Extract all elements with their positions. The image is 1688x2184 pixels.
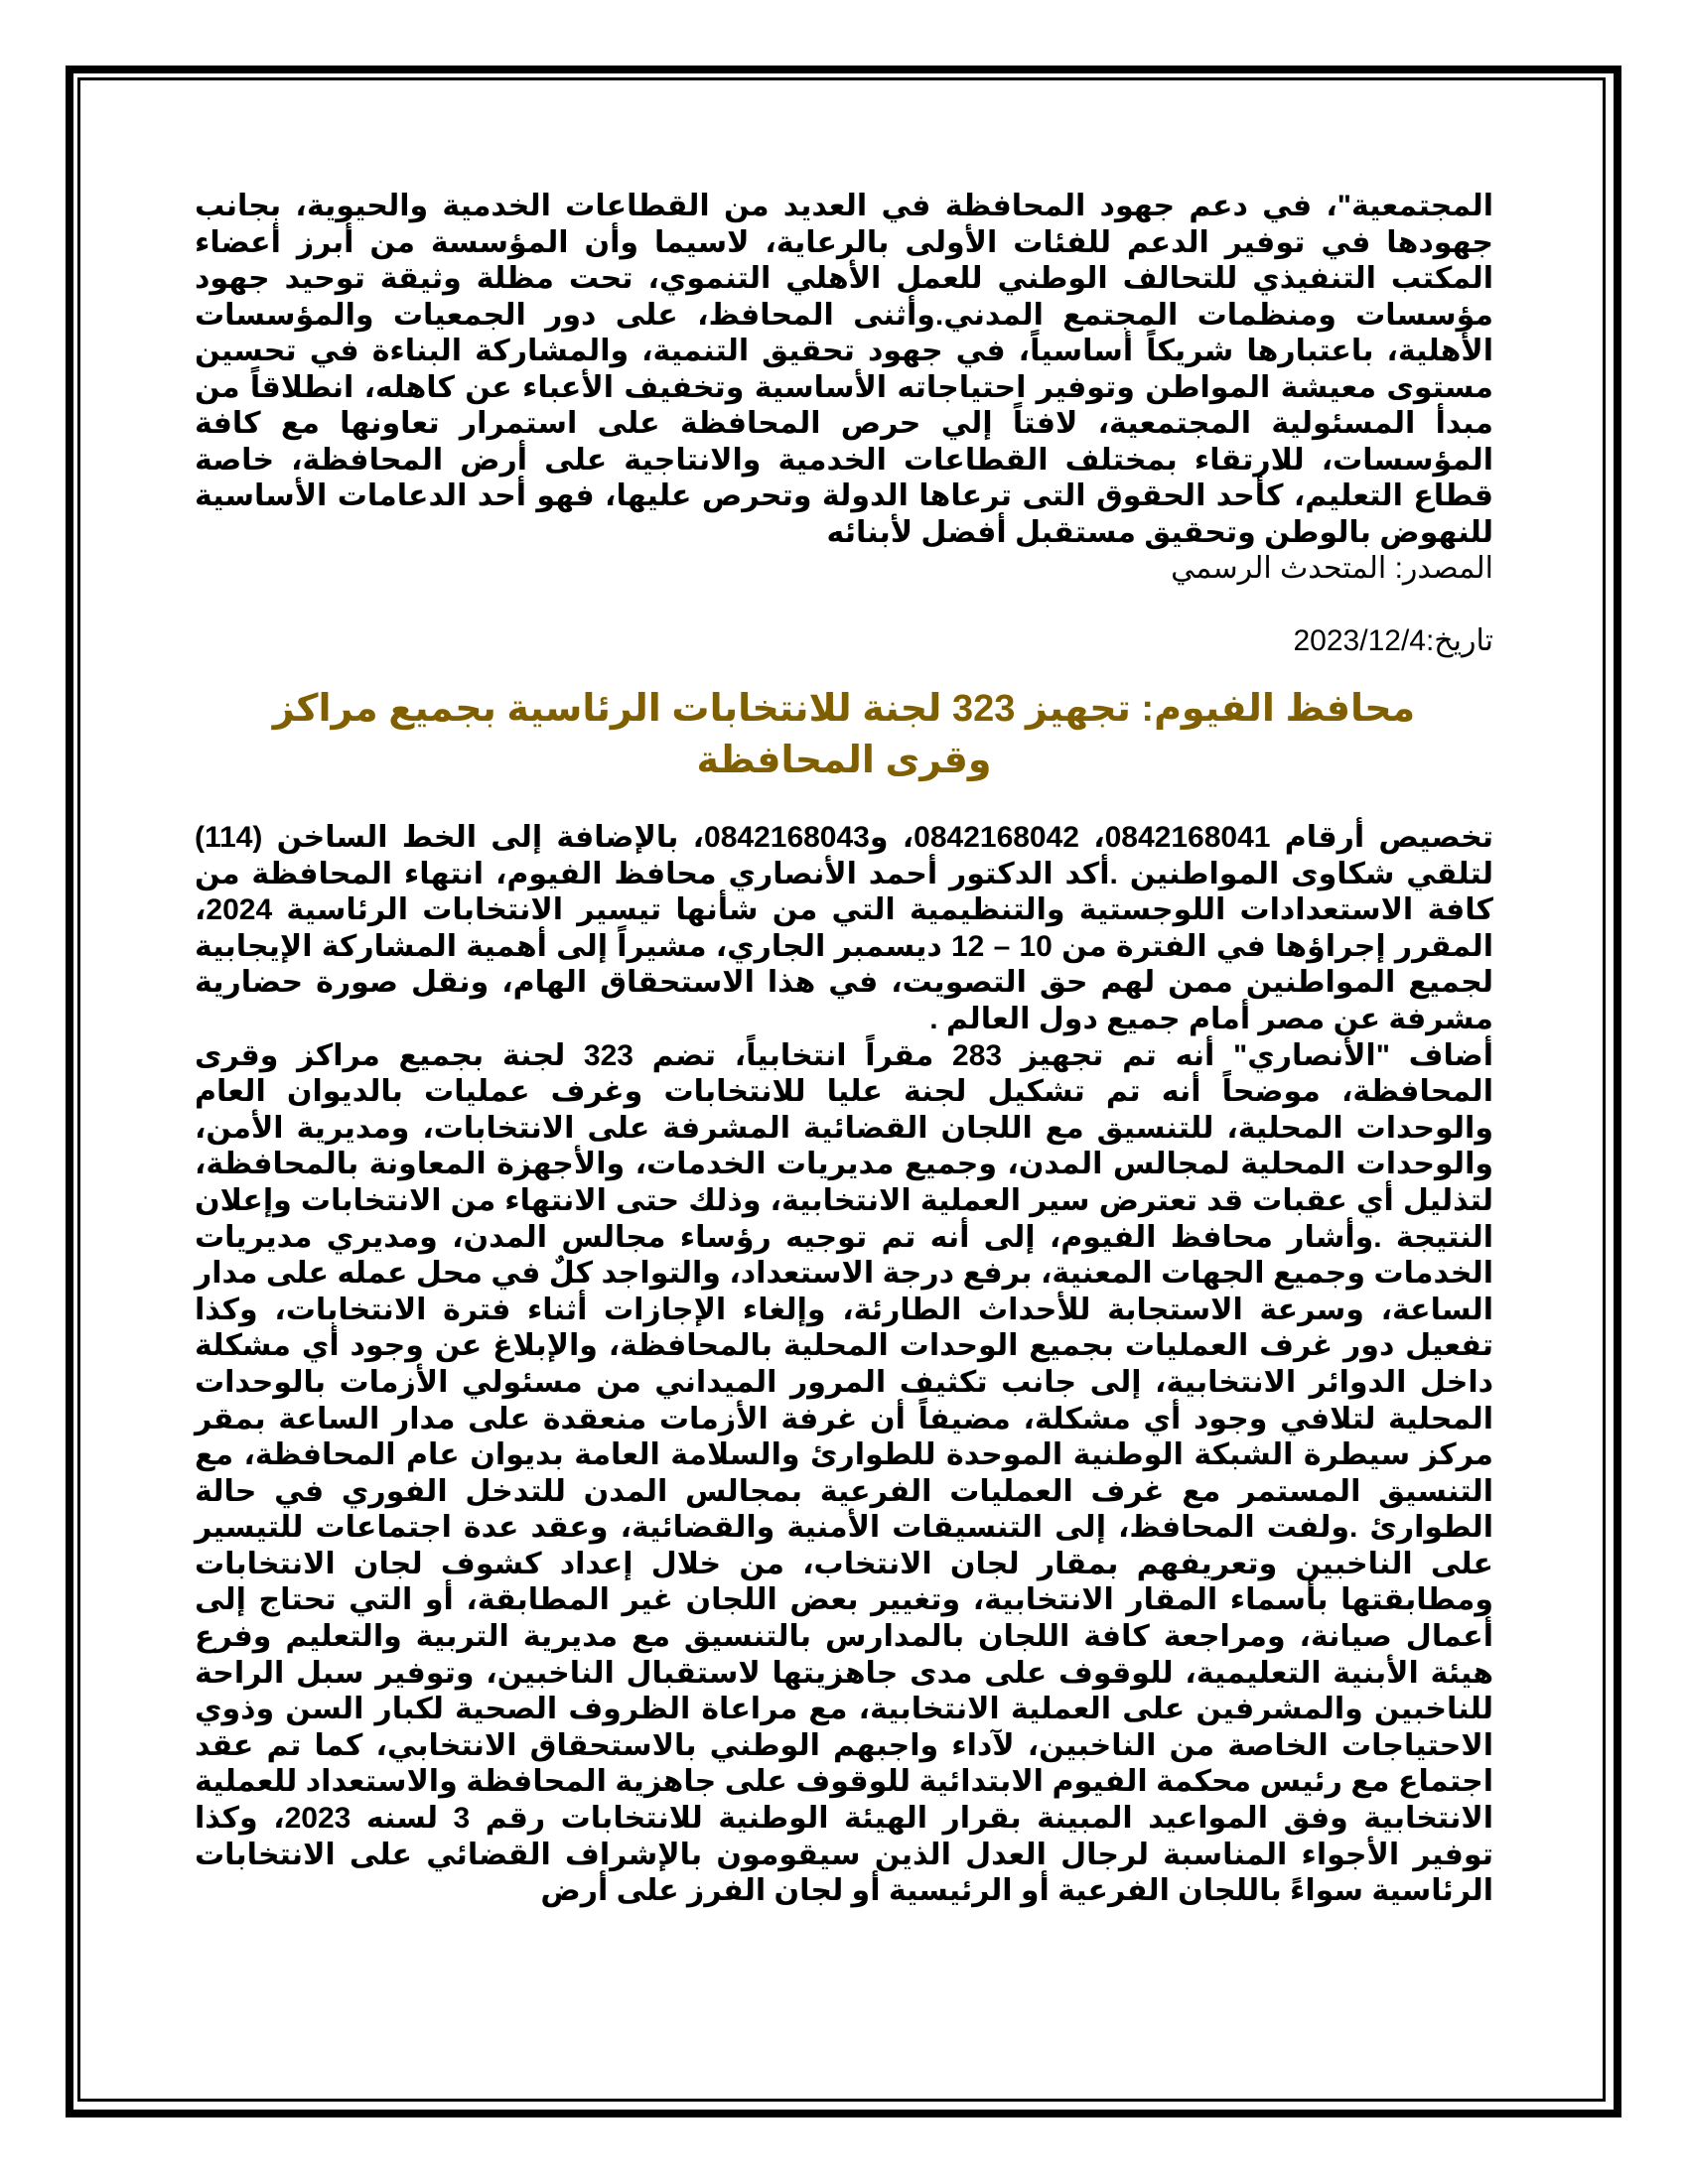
document-page: [195, 189, 1493, 1910]
source-line: المصدر: المتحدث الرسمي: [1171, 552, 1493, 585]
article-paragraph: المجتمعية"، في دعم جهود المحافظة في العديد من القطاعات الخدمية والحيوية، بجانب جهودها في توفير الدعم للفئات الأولى بالرعاية، لاسيما وأن المؤسسة من أبرز أعضاء المكتب التنفيذي للتحالف الوطني للعمل الأهلي التنموي، تحت مظلة وثيقة توحيد جهود مؤسسات ومنظمات المجتمع المدني.وأثنى المحافظ، على دور الجمعيات والمؤسسات الأهلية، باعتبارها شريكاً أساسياً، في جهود تحقيق التنمية، والمشاركة البناءة في تحسين مستوى معيشة المواطن وتوفير احتياجاته الأساسية وتخفيف الأعباء عن كاهله، انطلاقاً من مبدأ المسئولية المجتمعية، لافتاً إلي حرص المحافظة على استمرار تعاونها مع كافة المؤسسات، للارتقاء بمختلف القطاعات الخدمية والانتاجية على أرض المحافظة، خاصة قطاع التعليم، كأحد الحقوق التى ترعاها الدولة وتحرص عليها، فهو أحد الدعامات الأساسية للنهوض بالوطن وتحقيق مستقبل أفضل لأبنائه: [195, 190, 1493, 549]
article-continued: [195, 189, 1493, 588]
date-line: [195, 623, 1493, 660]
date-label: تاريخ:: [1425, 623, 1493, 657]
article-paragraph: تخصيص أرقام 0842168041، 0842168042، و0842168043، بالإضافة إلى الخط الساخن (114) لتلقي شكاوى المواطنين .أكد الدكتور أحمد الأنصاري محافظ الفيوم، انتهاء المحافظة من كافة الاستعدادات اللوجستية والتنظيمية التي من شأنها تيسير الانتخابات الرئاسية 2024، المقرر إجراؤها في الفترة من 10 – 12 ديسمبر الجاري، مشيراً إلى أهمية المشاركة الإيجابية لجميع المواطنين ممن لهم حق التصويت، في هذا الاستحقاق الهام، ونقل صورة حضارية مشرفة عن مصر أمام جميع دول العالم .: [195, 821, 1494, 1035]
article-paragraph: أضاف "الأنصاري" أنه تم تجهيز 283 مقراً انتخابياً، تضم 323 لجنة بجميع مراكز وقرى المحافظة، موضحاً أنه تم تشكيل لجنة عليا للانتخابات وغرف عمليات بالديوان العام والوحدات المحلية، للتنسيق مع اللجان القضائية المشرفة على الانتخابات، ومديرية الأمن، والوحدات المحلية لمجالس المدن، وجميع مديريات الخدمات، والأجهزة المعاونة بالمحافظة، لتذليل أي عقبات قد تعترض سير العملية الانتخابية، وذلك حتى الانتهاء من الانتخابات وإعلان النتيجة .وأشار محافظ الفيوم، إلى أنه تم توجيه رؤساء مجالس المدن، ومديري مديريات الخدمات وجميع الجهات المعنية، برفع درجة الاستعداد، والتواجد كلٌ في محل عمله على مدار الساعة، وسرعة الاستجابة للأحداث الطارئة، وإلغاء الإجازات أثناء فترة الانتخابات، وكذا تفعيل دور غرف العمليات بجميع الوحدات المحلية بالمحافظة، والإبلاغ عن وجود أي مشكلة داخل الدوائر الانتخابية، إلى جانب تكثيف المرور الميداني من مسئولي الأزمات بالوحدات المحلية لتلافي وجود أي مشكلة، مضيفاً أن غرفة الأزمات منعقدة على مدار الساعة بمقر مركز سيطرة الشبكة الوطنية الموحدة للطوارئ والسلامة العامة بديوان عام المحافظة، مع التنسيق المستمر مع غرف العمليات الفرعية بمجالس المدن للتدخل الفوري في حالة الطوارئ .ولفت المحافظ، إلى التنسيقات الأمنية والقضائية، وعقد عدة اجتماعات للتيسير على الناخبين وتعريفهم بمقار لجان الانتخاب، من خلال إعداد كشوف لجان الانتخابات ومطابقتها بأسماء المقار الانتخابية، وتغيير بعض اللجان غير المطابقة، أو التي تحتاج إلى أعمال صيانة، ومراجعة كافة اللجان بالمدارس بالتنسيق مع مديرية التربية والتعليم وفرع هيئة الأبنية التعليمية، للوقوف على مدى جاهزيتها لاستقبال الناخبين، وتوفير سبل الراحة للناخبين والمشرفين على العملية الانتخابية، مع مراعاة الظروف الصحية لكبار السن وذوي الاحتياجات الخاصة من الناخبين، لآداء واجبهم الوطني بالاستحقاق الانتخابي، كما تم عقد اجتماع مع رئيس محكمة الفيوم الابتدائية للوقوف على جاهزية المحافظة والاستعداد للعملية الانتخابية وفق المواعيد المبينة بقرار الهيئة الوطنية للانتخابات رقم 3 لسنه 2023، وكذا توفير الأجواء المناسبة لرجال العدل الذين سيقومون بالإشراف القضائي على الانتخابات الرئاسية سواءً باللجان الفرعية أو الرئيسية أو لجان الفرز على أرض: [195, 1038, 1494, 1908]
article-title: محافظ الفيوم: تجهيز 323 لجنة للانتخابات الرئاسية بجميع مراكز وقرى المحافظة: [272, 688, 1416, 781]
article-main: [195, 683, 1493, 1910]
date-value: 2023/12/4: [1293, 623, 1426, 657]
